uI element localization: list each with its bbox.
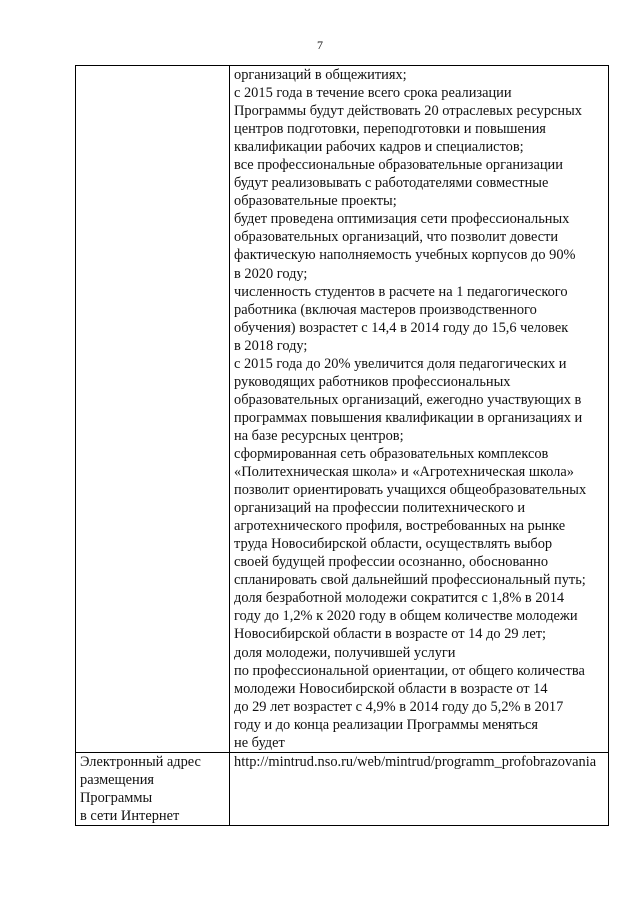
text-line: организаций в общежитиях; [234,67,407,83]
text-line: все профессиональные образовательные организации [234,157,563,174]
text-line: по профессиональной ориентации, от общего количества [234,662,585,679]
row-label-cell [76,66,230,753]
table-row [76,66,609,753]
text-line: Программы будут действовать 20 отраслевых ресурсных [234,103,582,120]
text-line: Новосибирской области в возрасте от 14 до 29 лет; [234,626,547,643]
text-line: квалификации рабочих кадров и специалистов; [234,139,524,156]
program-passport-table [75,65,609,826]
text-line: «Политехническая школа» и «Агротехническая школа» [234,464,574,481]
text-line: руководящих работников профессиональных [234,373,511,390]
text-line: образовательные проекты; [234,193,397,210]
text-line: организаций на профессии политехнического и [234,500,526,517]
text-line: сформированная сеть образовательных комплексов [234,445,549,462]
text-line: обучения) возрастет с 14,4 в 2014 году до 15,6 человек [234,319,569,336]
internet-address-label-cell [76,752,230,825]
text-line: своей будущей профессии осознанно, обоснованно [234,554,549,571]
text-line: молодежи Новосибирской области в возрасте от 14 [234,680,548,697]
text-line: доля молодежи, получившей услуги [234,644,456,661]
text-line: труда Новосибирской области, осуществлять выбор [234,536,553,553]
text-line: центров подготовки, переподготовки и повышения [234,121,546,138]
label-line: размещения [80,771,155,788]
text-line: будут реализовывать с работодателями совместные [234,175,549,192]
program-url-link[interactable]: http://mintrud.nso.ru/web/mintrud/programm_profobrazovania [234,753,597,770]
text-line: в 2018 году; [234,337,308,354]
label-line: Программы [80,789,153,806]
text-line: до 29 лет возрастет с 4,9% в 2014 году до 5,2% в 2017 [234,698,564,715]
text-line: не будет [234,734,285,751]
text-line: программах повышения квалификации в организациях и [234,409,583,426]
expected-results-cell [230,66,609,753]
label-line: Электронный адрес [80,753,201,770]
text-line: с 2015 года до 20% увеличится доля педагогических и [234,355,567,372]
text-line: спланировать свой дальнейший профессиональный путь; [234,572,586,589]
text-line: агротехнического профиля, востребованных на рынке [234,518,566,535]
text-line: образовательных организаций, ежегодно участвующих в [234,391,582,408]
text-line: году до 1,2% к 2020 году в общем количестве молодежи [234,608,578,625]
internet-address-value-cell [230,752,609,825]
text-line: численность студентов в расчете на 1 педагогического [234,283,568,300]
text-line: доля безработной молодежи сократится с 1,8% в 2014 [234,590,565,607]
text-line: работника (включая мастеров производственного [234,301,537,318]
table-row [76,752,609,825]
text-line: году и до конца реализации Программы меняться [234,716,539,733]
text-line: позволит ориентировать учащихся общеобразовательных [234,482,587,499]
label-line: в сети Интернет [80,807,180,824]
text-line: на базе ресурсных центров; [234,427,404,444]
text-line: в 2020 году; [234,265,308,282]
text-line: образовательных организаций, что позволит довести [234,229,559,246]
text-line: фактическую наполняемость учебных корпусов до 90% [234,247,576,264]
page-number: 7 [317,38,323,52]
text-line: с 2015 года в течение всего срока реализации [234,85,512,102]
text-line: будет проведена оптимизация сети профессиональных [234,211,570,228]
